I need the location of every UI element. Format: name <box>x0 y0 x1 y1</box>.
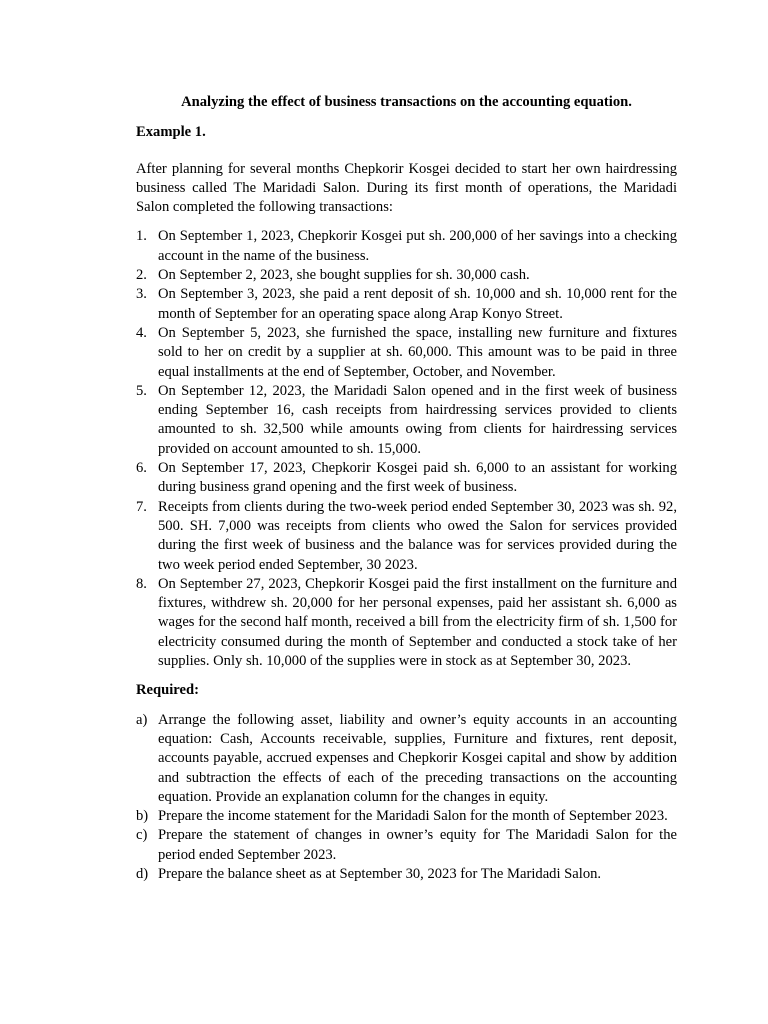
list-marker: 8. <box>136 575 147 592</box>
requirement-text: Prepare the balance sheet as at September 30, 2023 for The Maridadi Salon. <box>158 865 602 882</box>
list-item <box>136 826 677 865</box>
transaction-text: On September 12, 2023, the Maridadi Salon opened and in the first week of business ending September 16, cash receipts from hairdressing services provided to clients amounted to sh. 32,500 while amounts owing from clients for hairdressing services provided on account amounted to sh. 15,000. <box>158 382 677 457</box>
required-heading: Required: <box>136 682 199 699</box>
list-marker: 5. <box>136 382 147 399</box>
intro-paragraph: After planning for several months Chepkorir Kosgei decided to start her own hairdressing business called The Maridadi Salon. During its first month of operations, the Maridadi Salon completed the following transactions: <box>136 160 677 216</box>
list-item <box>136 459 677 498</box>
list-marker: 2. <box>136 267 147 284</box>
list-marker: 7. <box>136 498 147 515</box>
list-item <box>136 324 677 382</box>
transactions-list <box>136 227 677 671</box>
list-item <box>136 498 677 575</box>
list-marker: a) <box>136 711 148 728</box>
requirement-text: Arrange the following asset, liability and owner’s equity accounts in an accounting equation: Cash, Accounts receivable, supplies, Furniture and fixtures, rent deposit, accounts payable, accrued expenses and Chepkorir Kosgei capital and show by addition and subtraction the effects of each of the preceding transactions on the accounting equation. Provide an explanation column for the changes in equity. <box>158 711 677 805</box>
transaction-text: On September 5, 2023, she furnished the space, installing new furniture and fixtures sold to her on credit by a supplier at sh. 60,000. This amount was to be paid in three equal installments at the end of September, October, and November. <box>158 324 677 380</box>
document-page <box>136 93 677 894</box>
requirement-text: Prepare the statement of changes in owner’s equity for The Maridadi Salon for the period ended September 2023. <box>158 827 677 863</box>
transaction-text: On September 17, 2023, Chepkorir Kosgei paid sh. 6,000 to an assistant for working during business grand opening and the first week of business. <box>158 460 677 496</box>
transaction-text: On September 2, 2023, she bought supplies for sh. 30,000 cash. <box>158 267 530 284</box>
transaction-text: Receipts from clients during the two-week period ended September 30, 2023 was sh. 92, 500. SH. 7,000 was receipts from clients who owed the Salon for services provided during the first week of business and the balance was for services provided during the two week period ended September, 30 2023. <box>158 498 677 573</box>
list-marker: 1. <box>136 228 147 245</box>
list-marker: b) <box>136 808 149 825</box>
list-item <box>136 227 677 266</box>
list-item <box>136 807 677 826</box>
list-marker: 4. <box>136 324 147 341</box>
document-title: Analyzing the effect of business transactions on the accounting equation. <box>181 94 632 110</box>
transaction-text: On September 27, 2023, Chepkorir Kosgei paid the first installment on the furniture and fixtures, withdrew sh. 20,000 for her personal expenses, paid her assistant sh. 6,000 as wages for the second half month, received a bill from the electricity firm of sh. 1,500 for electricity consumed during the month of September and conducted a stock take of her supplies. Only sh. 10,000 of the supplies were in stock as at September 30, 2023. <box>158 575 677 670</box>
example-heading: Example 1. <box>136 124 206 141</box>
list-marker: d) <box>136 865 149 882</box>
list-item <box>136 865 677 884</box>
transaction-text: On September 1, 2023, Chepkorir Kosgei put sh. 200,000 of her savings into a checking account in the name of the business. <box>158 228 677 264</box>
list-item <box>136 575 677 671</box>
list-marker: c) <box>136 827 148 844</box>
list-marker: 3. <box>136 286 147 303</box>
list-item <box>136 711 677 807</box>
list-item <box>136 382 677 459</box>
transaction-text: On September 3, 2023, she paid a rent deposit of sh. 10,000 and sh. 10,000 rent for the month of September for an operating space along Arap Konyo Street. <box>158 286 677 322</box>
list-marker: 6. <box>136 460 147 477</box>
requirements-list <box>136 711 677 885</box>
list-item <box>136 285 677 324</box>
list-item <box>136 266 677 285</box>
requirement-text: Prepare the income statement for the Maridadi Salon for the month of September 2023. <box>158 808 668 825</box>
